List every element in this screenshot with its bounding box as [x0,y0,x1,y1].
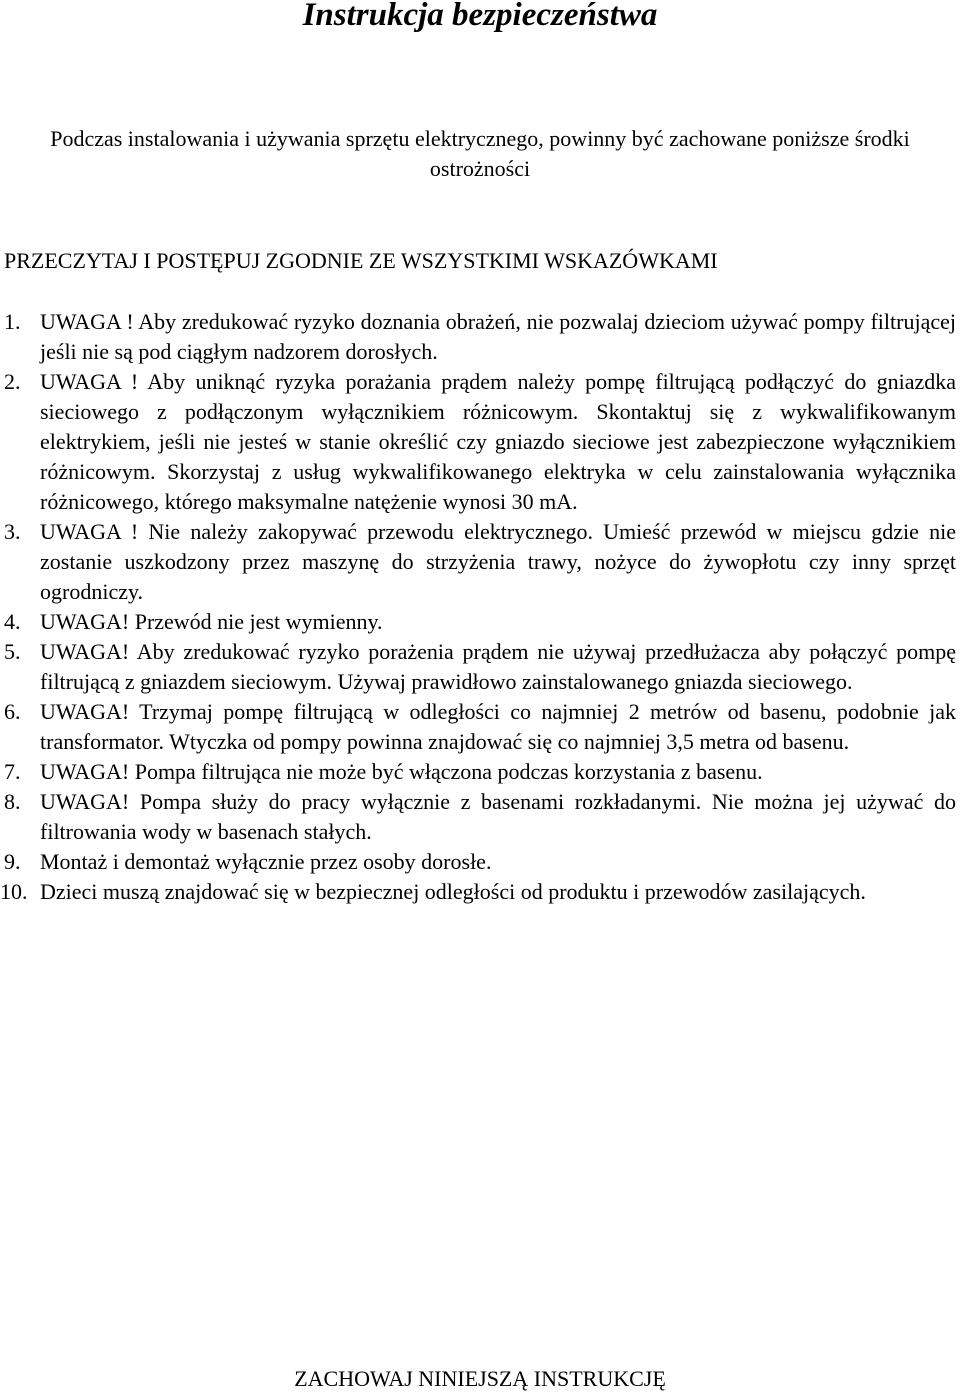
safety-list [0,307,956,907]
list-item-number: 5. [4,639,21,664]
list-item-text: Montaż i demontaż wyłącznie przez osoby dorosłe. [40,849,492,874]
list-item [0,757,956,787]
list-item-number: 8. [4,789,21,814]
list-item-text: UWAGA! Aby zredukować ryzyko porażenia prądem nie używaj przedłużacza aby połączyć pompę filtrującą z gniazdem sieciowym. Używaj prawidłowo zainstalowanego gniazda sieciowego. [40,639,956,694]
list-item [0,367,956,517]
list-item [0,877,956,907]
list-item [0,637,956,697]
list-item [0,847,956,877]
list-item-text: UWAGA ! Nie należy zakopywać przewodu elektrycznego. Umieść przewód w miejscu gdzie nie zostanie uszkodzony przez maszynę do strzyżenia trawy, nożyce do żywopłotu czy inny sprzęt ogrodniczy. [40,519,956,604]
list-item [0,697,956,757]
read-all-heading: PRZECZYTAJ I POSTĘPUJ ZGODNIE ZE WSZYSTKIMI WSKAZÓWKAMI [4,248,718,273]
list-item-text: UWAGA! Trzymaj pompę filtrującą w odległości co najmniej 2 metrów od basenu, podobnie jak transformator. Wtyczka od pompy powinna znajdować się co najmniej 3,5 metra od basenu. [40,699,956,754]
list-item-number: 3. [4,519,21,544]
footer-heading: ZACHOWAJ NINIEJSZĄ INSTRUKCJĘ [294,1366,666,1391]
list-item-text: UWAGA! Pompa służy do pracy wyłącznie z basenami rozkładanymi. Nie można jej używać do filtrowania wody w basenach stałych. [40,789,956,844]
list-item-number: 2. [4,369,21,394]
list-item-number: 10. [0,879,28,904]
list-item-text: UWAGA ! Aby zredukować ryzyko doznania obrażeń, nie pozwalaj dzieciom używać pompy filtrującej jeśli nie są pod ciągłym nadzorem dorosłych. [40,309,956,364]
list-item-number: 1. [4,309,21,334]
list-item-number: 9. [4,849,21,874]
list-item [0,517,956,607]
list-item [0,607,956,637]
list-item-text: Dzieci muszą znajdować się w bezpiecznej odległości od produktu i przewodów zasilających. [40,879,866,904]
list-item [0,307,956,367]
list-item-number: 4. [4,609,21,634]
list-item-number: 7. [4,759,21,784]
list-item-text: UWAGA ! Aby uniknąć ryzyka porażania prądem należy pompę filtrującą podłączyć do gniazdka sieciowego z podłączonym wyłącznikiem różnicowym. Skontaktuj się z wykwalifikowanym elektrykiem, jeśli nie jesteś w stanie określić czy gniazdo sieciowe jest zabezpieczone wyłącznikiem różnicowym. Skorzystaj z usług wykwalifikowanego elektryka w celu zainstalowania wyłącznika różnicowego, którego maksymalne natężenie wynosi 30 mA. [40,369,956,514]
intro-paragraph: Podczas instalowania i używania sprzętu elektrycznego, powinny być zachowane poniższe środki ostrożności [50,126,910,181]
list-item-text: UWAGA! Pompa filtrująca nie może być włączona podczas korzystania z basenu. [40,759,763,784]
list-item [0,787,956,847]
list-item-number: 6. [4,699,21,724]
page-title: Instrukcja bezpieczeństwa [302,0,658,33]
list-item-text: UWAGA! Przewód nie jest wymienny. [40,609,383,634]
